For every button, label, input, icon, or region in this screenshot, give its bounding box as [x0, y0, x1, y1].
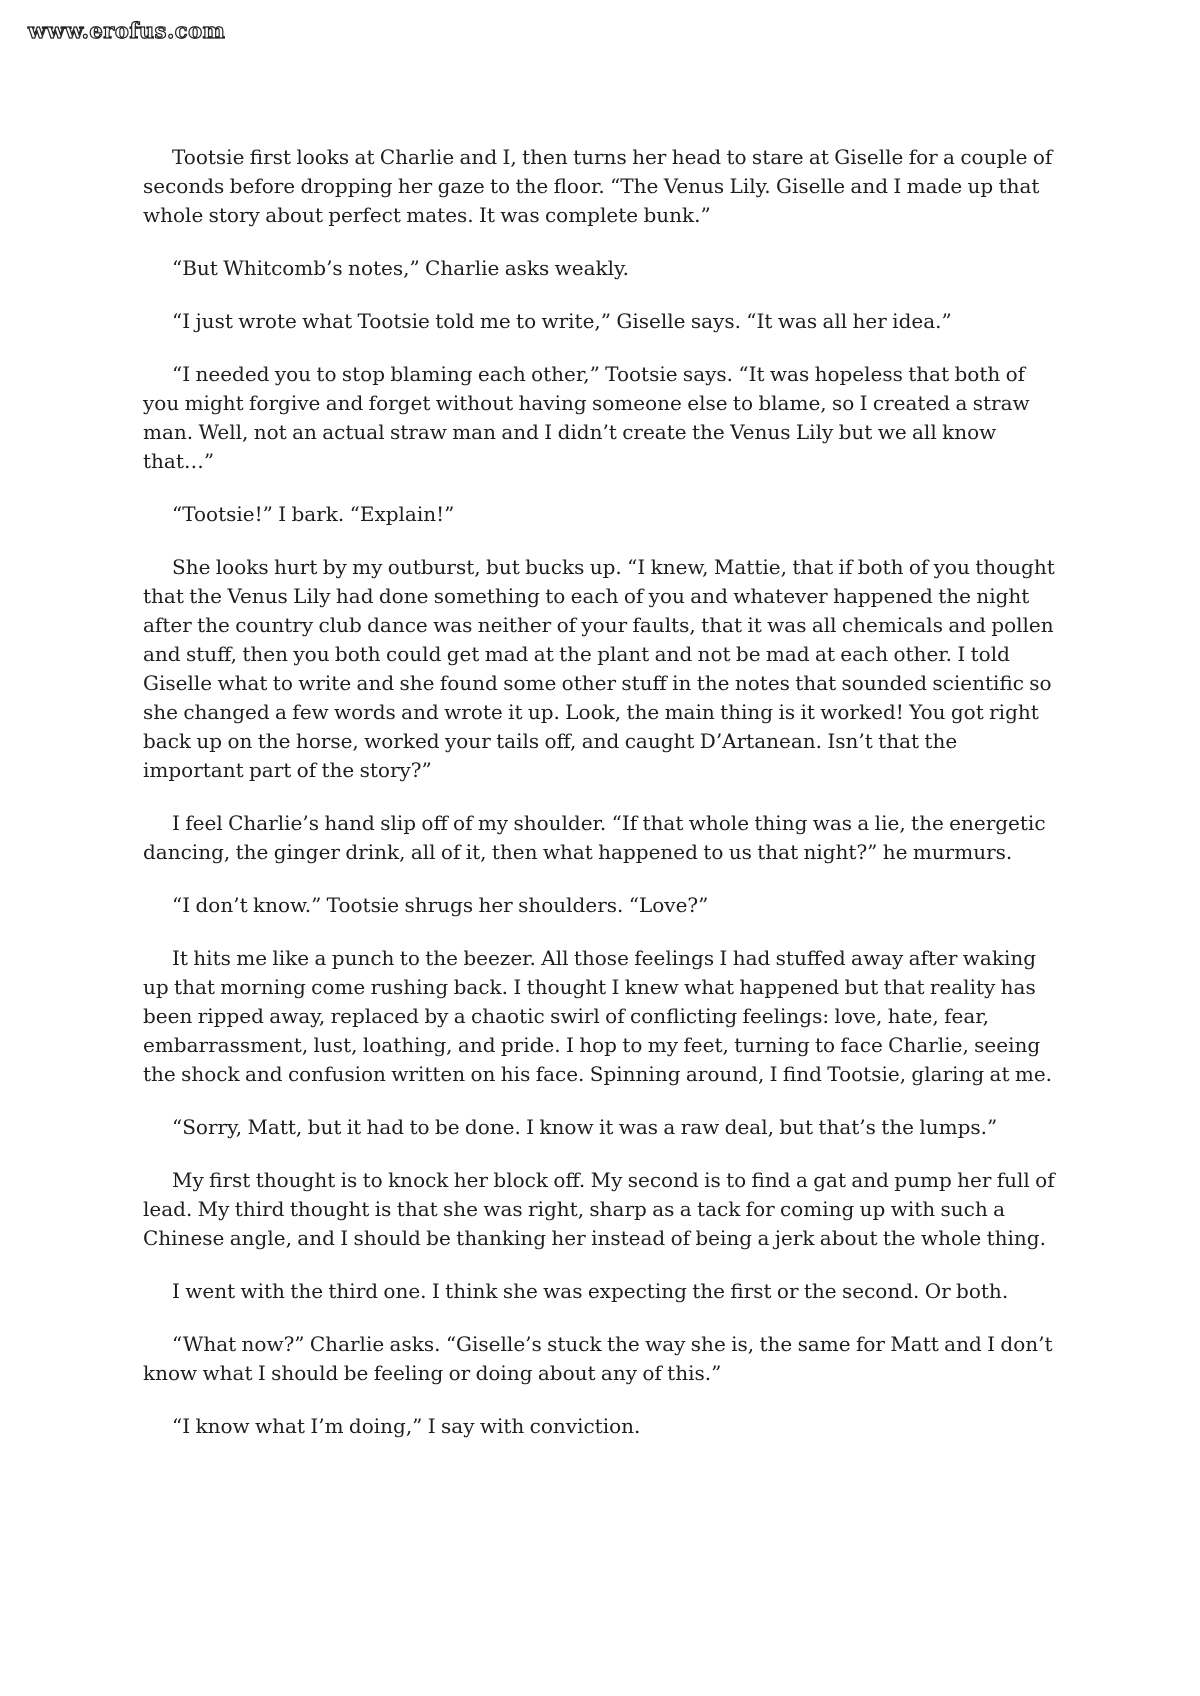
paragraph: “Sorry, Matt, but it had to be done. I know it was a raw deal, but that’s the lumps.”: [172, 1115, 998, 1139]
paragraph: “Tootsie!” I bark. “Explain!”: [172, 502, 455, 526]
story-text: [143, 143, 1058, 1465]
paragraph: “I don’t know.” Tootsie shrugs her shoulders. “Love?”: [172, 893, 709, 917]
paragraph: Tootsie first looks at Charlie and I, then turns her head to stare at Giselle for a couple of seconds before dropping her gaze to the floor. “The Venus Lily. Giselle and I made up that whole story about perfect mates. It was complete bunk.”: [143, 145, 1053, 227]
paragraph: “I know what I’m doing,” I say with conviction.: [172, 1414, 641, 1438]
paragraph: It hits me like a punch to the beezer. All those feelings I had stuffed away after waking up that morning come rushing back. I thought I knew what happened but that reality has been ripped away, replaced by a chaotic swirl of conflicting feelings: love, hate, fear, embarrassment, lust, loathing, and pride. I hop to my feet, turning to face Charlie, seeing the shock and confusion written on his face. Spinning around, I find Tootsie, glaring at me.: [143, 946, 1053, 1086]
paragraph: “But Whitcomb’s notes,” Charlie asks weakly.: [172, 256, 630, 280]
site-watermark: www.erofus.com: [28, 18, 226, 43]
paragraph: “What now?” Charlie asks. “Giselle’s stuck the way she is, the same for Matt and I don’t know what I should be feeling or doing about any of this.”: [143, 1332, 1053, 1385]
paragraph: “I just wrote what Tootsie told me to write,” Giselle says. “It was all her idea.”: [172, 309, 952, 333]
paragraph: I feel Charlie’s hand slip off of my shoulder. “If that whole thing was a lie, the energetic dancing, the ginger drink, all of it, then what happened to us that night?” he murmurs.: [143, 811, 1046, 864]
paragraph: “I needed you to stop blaming each other,” Tootsie says. “It was hopeless that both of you might forgive and forget without having someone else to blame, so I created a straw man. Well, not an actual straw man and I didn’t create the Venus Lily but we all know that…”: [143, 362, 1030, 473]
paragraph: My first thought is to knock her block off. My second is to find a gat and pump her full of lead. My third thought is that she was right, sharp as a tack for coming up with such a Chinese angle, and I should be thanking her instead of being a jerk about the whole thing.: [143, 1168, 1055, 1250]
paragraph: I went with the third one. I think she was expecting the first or the second. Or both.: [172, 1279, 1009, 1303]
paragraph: She looks hurt by my outburst, but bucks up. “I knew, Mattie, that if both of you thought that the Venus Lily had done something to each of you and whatever happened the night after the country club dance was neither of your faults, that it was all chemicals and pollen and stuff, then you both could get mad at the plant and not be mad at each other. I told Giselle what to write and she found some other stuff in the notes that sounded scientific so she changed a few words and wrote it up. Look, the main thing is it worked! You got right back up on the horse, worked your tails off, and caught D’Artanean. Isn’t that the important part of the story?”: [143, 555, 1055, 782]
